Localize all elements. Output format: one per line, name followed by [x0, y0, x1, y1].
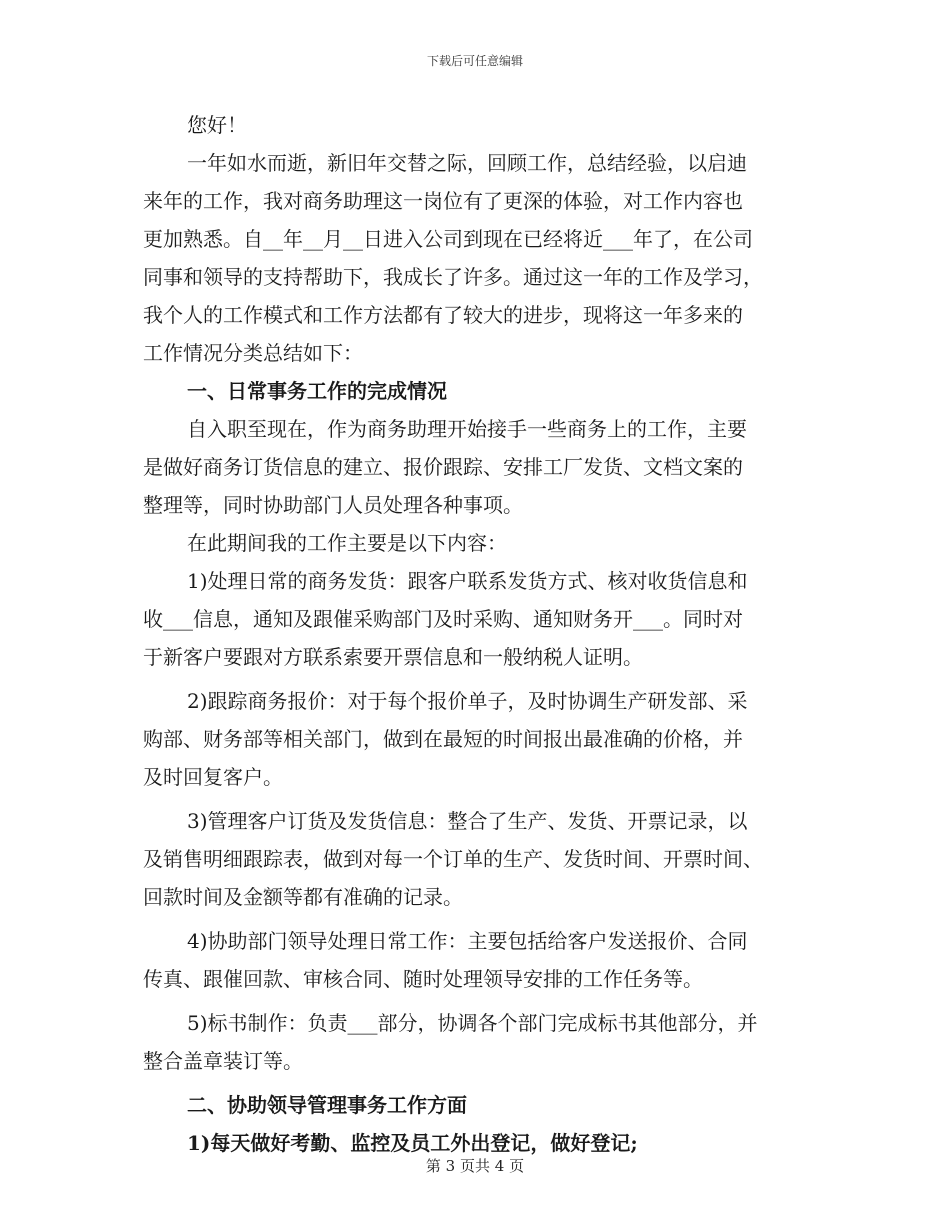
paragraph-line: 整理等，同时协助部门人员处理各种事项。 [143, 493, 523, 517]
list-item-line: 4)协助部门领导处理日常工作：主要包括给客户发送报价、合同 [187, 929, 748, 953]
document-body [143, 106, 808, 1162]
section-heading: 一、日常事务工作的完成情况 [187, 379, 447, 403]
list-item-line: 购部、财务部等相关部门，做到在最短的时间报出最准确的价格，并 [143, 727, 743, 751]
list-item-line: 5)标书制作：负责___部分，协调各个部门完成标书其他部分，并 [187, 1011, 758, 1035]
list-item-line: 收___信息，通知及跟催采购部门及时采购、通知财务开___。同时对 [143, 607, 743, 631]
page-header: 下载后可任意编辑 [426, 54, 523, 68]
list-item-line: 1)处理日常的商务发货：跟客户联系发货方式、核对收货信息和 [187, 569, 748, 593]
section-heading: 二、协助领导管理事务工作方面 [187, 1093, 467, 1117]
paragraph-line: 是做好商务订货信息的建立、报价跟踪、安排工厂发货、文档文案的 [143, 455, 743, 479]
paragraph-line: 工作情况分类总结如下： [143, 341, 363, 365]
list-item-line: 1)每天做好考勤、监控及员工外出登记，做好登记; [187, 1131, 638, 1155]
list-item-line: 于新客户要跟对方联系索要开票信息和一般纳税人证明。 [143, 645, 643, 669]
greeting: 您好！ [187, 113, 247, 137]
paragraph-line: 在此期间我的工作主要是以下内容： [187, 531, 507, 555]
paragraph-line: 更加熟悉。自__年__月__日进入公司到现在已经将近___年了，在公司 [143, 227, 753, 251]
list-item-line: 及销售明细跟踪表，做到对每一个订单的生产、发货时间、开票时间、 [143, 847, 763, 871]
list-item-line: 2)跟踪商务报价：对于每个报价单子，及时协调生产研发部、采 [187, 689, 748, 713]
list-item-line: 传真、跟催回款、审核合同、随时处理领导安排的工作任务等。 [143, 967, 703, 991]
paragraph-line: 一年如水而逝，新旧年交替之际，回顾工作，总结经验，以启迪 [187, 151, 747, 175]
paragraph-line: 我个人的工作模式和工作方法都有了较大的进步，现将这一年多来的 [143, 303, 743, 327]
list-item-line: 整合盖章装订等。 [143, 1049, 303, 1073]
list-item-line: 回款时间及金额等都有准确的记录。 [143, 885, 463, 909]
page-footer: 第 3 页共 4 页 [425, 1157, 525, 1175]
list-item-line: 及时回复客户。 [143, 765, 283, 789]
paragraph-line: 同事和领导的支持帮助下，我成长了许多。通过这一年的工作及学习， [143, 265, 763, 289]
paragraph-line: 自入职至现在，作为商务助理开始接手一些商务上的工作，主要 [187, 417, 747, 441]
paragraph-line: 来年的工作，我对商务助理这一岗位有了更深的体验，对工作内容也 [143, 189, 743, 213]
list-item-line: 3)管理客户订货及发货信息：整合了生产、发货、开票记录，以 [187, 809, 748, 833]
